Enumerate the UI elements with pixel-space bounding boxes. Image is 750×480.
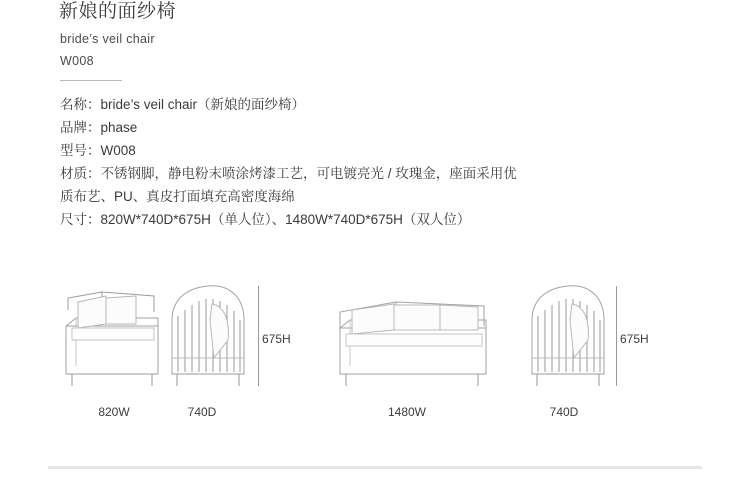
single-height-label: 675H <box>262 332 291 346</box>
drawing-double-side-view <box>528 280 608 394</box>
spec-model: 型号：W008 <box>60 143 136 158</box>
spec-dimensions: 尺寸：820W*740D*675H（单人位）、1480W*740D*675H（双人位） <box>60 212 471 227</box>
single-depth-label: 740D <box>187 405 217 419</box>
footer-divider <box>48 466 702 469</box>
technical-drawings <box>0 272 750 427</box>
double-height-dimension-line <box>616 286 617 386</box>
model-code: W008 <box>60 54 94 68</box>
double-height-label: 675H <box>620 332 649 346</box>
spec-material: 材质：不锈钢脚，静电粉末喷涂烤漆工艺，可电镀亮光 / 玫瑰金，座面采用优质布艺、PU、真皮打面填充高密度海绵 <box>60 166 517 204</box>
drawing-single-front-view <box>62 282 162 394</box>
page-subtitle-english: bride’s veil chair <box>60 32 155 46</box>
double-front-width-label: 1480W <box>387 405 427 419</box>
double-depth-label: 740D <box>549 405 579 419</box>
drawing-double-front-view <box>336 290 490 394</box>
single-height-dimension-line <box>258 286 259 386</box>
spec-list <box>60 93 680 231</box>
spec-brand: 品牌：phase <box>60 120 138 135</box>
page-title: 新娘的面纱椅 <box>59 1 177 22</box>
title-divider <box>60 80 122 81</box>
single-front-width-label: 820W <box>98 405 130 419</box>
drawing-single-side-view <box>168 280 248 394</box>
spec-name: 名称：bride’s veil chair（新娘的面纱椅） <box>60 97 306 112</box>
